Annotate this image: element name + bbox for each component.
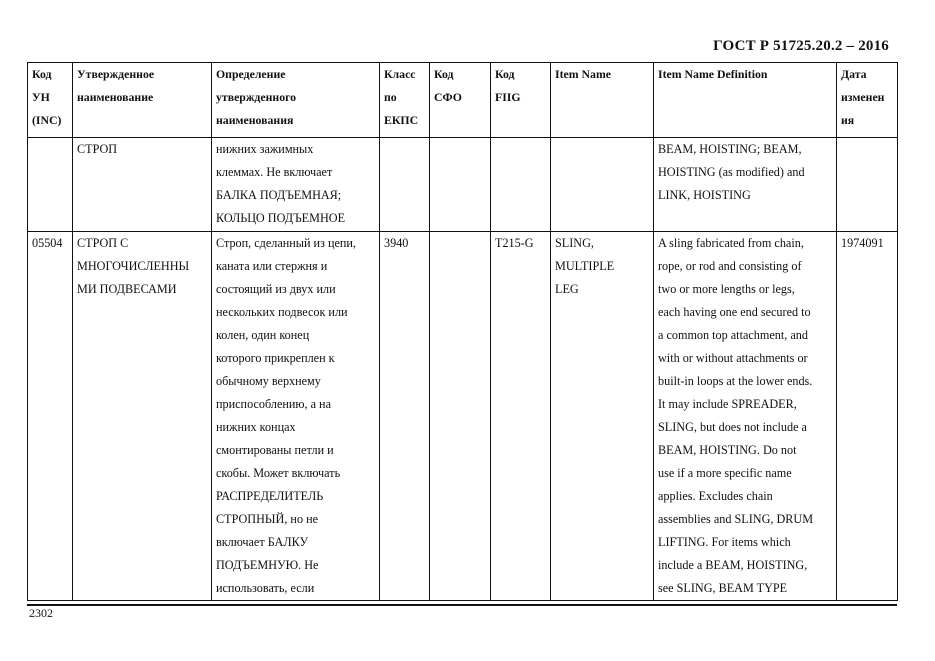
table-bottom-rule	[27, 604, 897, 606]
cell-item-name-definition: BEAM, HOISTING; BEAM, HOISTING (as modified) and LINK, HOISTING	[654, 138, 837, 232]
cell-definition: Строп, сделанный из цепи, каната или стержня и состоящий из двух или нескольких подвесок или колен, один конец которого прикреплен к обычному верхнему приспособлению, а на нижних концах смонтированы петли и скобы. Может включать РАСПРЕДЕЛИТЕЛЬ СТРОПНЫЙ, но не включает БАЛКУ ПОДЪЕМНУЮ. Не использовать, если	[212, 232, 380, 601]
table-row	[28, 232, 898, 601]
cell-approved-name: СТРОП	[73, 138, 212, 232]
table-header-row	[28, 63, 898, 138]
cell-approved-name: СТРОП С МНОГОЧИСЛЕННЫ МИ ПОДВЕСАМИ	[73, 232, 212, 601]
document-standard-title: ГОСТ Р 51725.20.2 – 2016	[713, 38, 889, 54]
cell-item-name-definition: A sling fabricated from chain, rope, or rod and consisting of two or more lengths or legs, each having one end secured to a common top attachment, and with or without attachments or built-in loops at the lower ends. It may include SPREADER, SLING, but does not include a BEAM, HOISTING. Do not use if a more specific name applies. Excludes chain assemblies and SLING, DRUM LIFTING. For items which include a BEAM, HOISTING, see SLING, BEAM TYPE	[654, 232, 837, 601]
header-item-name-definition: Item Name Definition	[654, 63, 837, 138]
cell-item-name	[551, 138, 654, 232]
cell-definition: нижних зажимных клеммах. Не включает БАЛКА ПОДЪЕМНАЯ; КОЛЬЦО ПОДЪЕМНОЕ	[212, 138, 380, 232]
cell-sfo-code	[430, 232, 491, 601]
cell-inc-code	[28, 138, 73, 232]
page-number: 2302	[29, 606, 53, 620]
cell-fiig-code	[491, 138, 551, 232]
cell-item-name: SLING, MULTIPLE LEG	[551, 232, 654, 601]
cell-change-date	[837, 138, 898, 232]
header-sfo-code: Код СФО	[430, 63, 491, 138]
cell-ekps-class: 3940	[380, 232, 430, 601]
header-approved-name: Утвержденное наименование	[73, 63, 212, 138]
item-names-table	[27, 62, 898, 601]
cell-fiig-code: T215-G	[491, 232, 551, 601]
cell-change-date: 1974091	[837, 232, 898, 601]
cell-ekps-class	[380, 138, 430, 232]
cell-sfo-code	[430, 138, 491, 232]
header-change-date: Дата изменен ия	[837, 63, 898, 138]
header-ekps-class: Класс по ЕКПС	[380, 63, 430, 138]
cell-inc-code: 05504	[28, 232, 73, 601]
header-item-name: Item Name	[551, 63, 654, 138]
header-approved-name-definition: Определение утвержденного наименования	[212, 63, 380, 138]
header-fiig-code: Код FIIG	[491, 63, 551, 138]
table-row	[28, 138, 898, 232]
header-inc-code: Код УН (INC)	[28, 63, 73, 138]
